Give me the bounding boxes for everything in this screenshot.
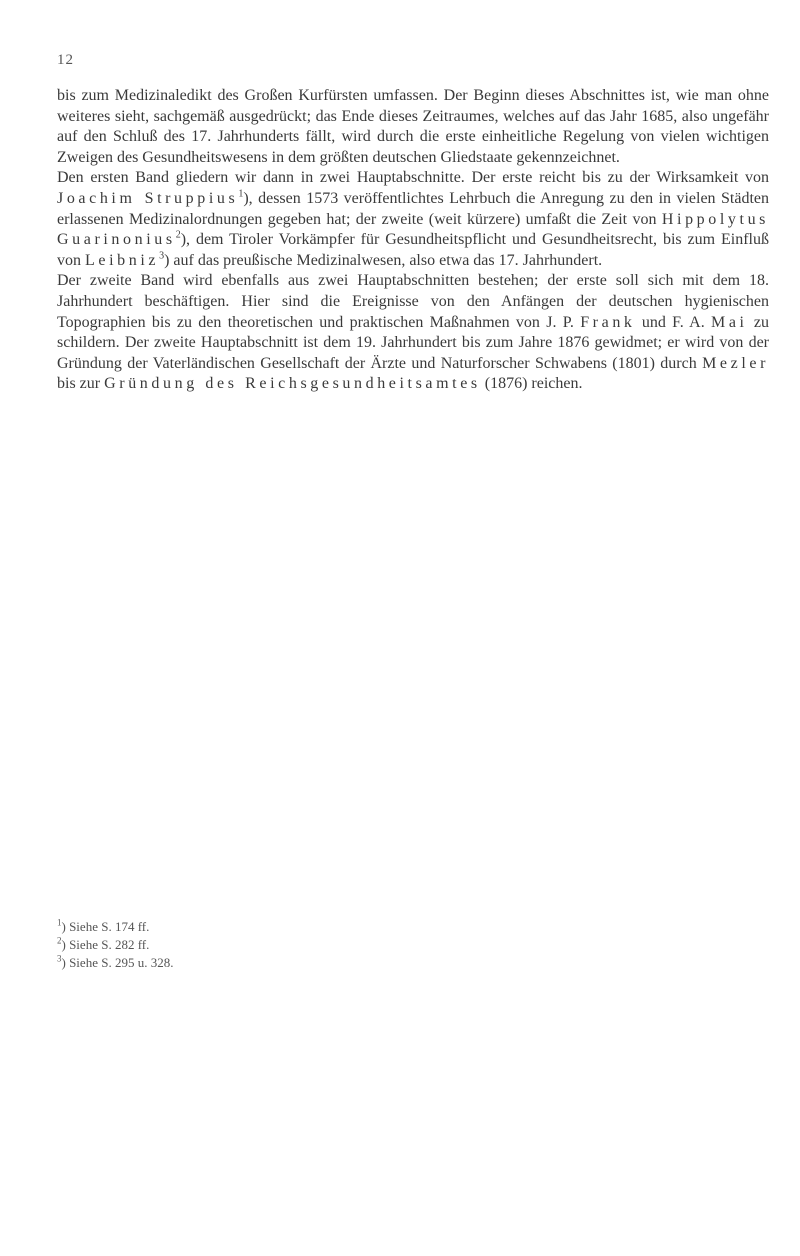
footnote-reference: 3	[159, 250, 165, 262]
text-segment: bis zum Medizinaledikt des Großen Kurfürsten umfassen. Der Beginn dieses Abschnittes ist, wie man ohne weiteres sieht, sachgemäß ausgedrückt; das Ende dieses Zeitraumes, welches auf das Jahr 1685, also ungefähr auf den Schluß des 17. Jahrhunderts fällt, wird durch die erste einheitliche Regelung von vielen wichtigen Zweigen des Gesundheitswesens in dem größten deutschen Gliedstaate gekennzeichnet.	[57, 87, 769, 166]
text-segment: ), dem Tiroler Vorkämpfer für Gesundheitspflicht und Gesundheitsrecht, bis zum Einfluß von	[57, 231, 769, 269]
spaced-name: Mezler	[702, 354, 769, 372]
footnote	[57, 954, 457, 972]
page-number: 12	[57, 52, 74, 68]
footnote-text: ) Siehe S. 282 ff.	[61, 937, 150, 952]
footnote	[57, 918, 457, 936]
text-segment: ), dessen 1573 veröffentlichtes Lehrbuch die Anregung zu den in vielen Städten erlassenen Medizinalordnungen gegeben hat; der zweite (weit kürzere) umfaßt die Zeit von	[57, 189, 769, 228]
footnote-reference: 2	[175, 229, 181, 241]
text-segment: Der zweite Band wird ebenfalls aus zwei Hauptabschnitten bestehen; der erste soll sich mit dem 18. Jahrhundert beschäftigen. Hier sind die Ereignisse von den Anfängen der deutschen hygienischen Topographien bis zu den theoretischen und praktischen Maßnahmen von J. P.	[57, 272, 769, 331]
spaced-name: Gründung des Reichsgesundheitsamtes	[104, 375, 481, 393]
footnote-text: ) Siehe S. 295 u. 328.	[61, 955, 174, 970]
footnote-mark: 1	[57, 917, 62, 928]
text-segment: bis zur	[57, 375, 105, 393]
footnote-reference: 1	[238, 188, 244, 200]
text-segment: ) auf das preußische Medizinalwesen, also etwa das 17. Jahrhundert.	[164, 251, 603, 269]
footnotes	[57, 918, 457, 972]
text-segment: zu schildern. Der zweite Hauptabschnitt ist dem 19. Jahrhundert bis zum Jahre 1876 gewidmet; er wird von der Gründung der Vaterländischen Gesellschaft der Ärzte und Naturforscher Schwabens (1801) durch	[57, 313, 769, 372]
text-segment: und F. A.	[635, 313, 712, 331]
spaced-name: Frank	[580, 313, 636, 331]
paragraph	[57, 168, 769, 271]
spaced-name: Hippolytus Guarinonius	[57, 210, 769, 249]
paragraph	[57, 86, 769, 168]
footnote-mark: 3	[57, 953, 62, 964]
footnote-text: ) Siehe S. 174 ff.	[61, 919, 150, 934]
text-segment: Den ersten Band gliedern wir dann in zwei Hauptabschnitte. Der erste reicht bis zu der Wirksamkeit von	[57, 169, 769, 187]
spaced-name: Joachim Struppius	[57, 189, 239, 207]
spaced-name: Mai	[711, 313, 748, 331]
text-segment: (1876) reichen.	[480, 375, 583, 393]
spaced-name: Leibniz	[85, 251, 160, 269]
footnote	[57, 936, 457, 954]
body-text	[57, 86, 769, 395]
footnote-mark: 2	[57, 935, 62, 946]
paragraph	[57, 271, 769, 395]
